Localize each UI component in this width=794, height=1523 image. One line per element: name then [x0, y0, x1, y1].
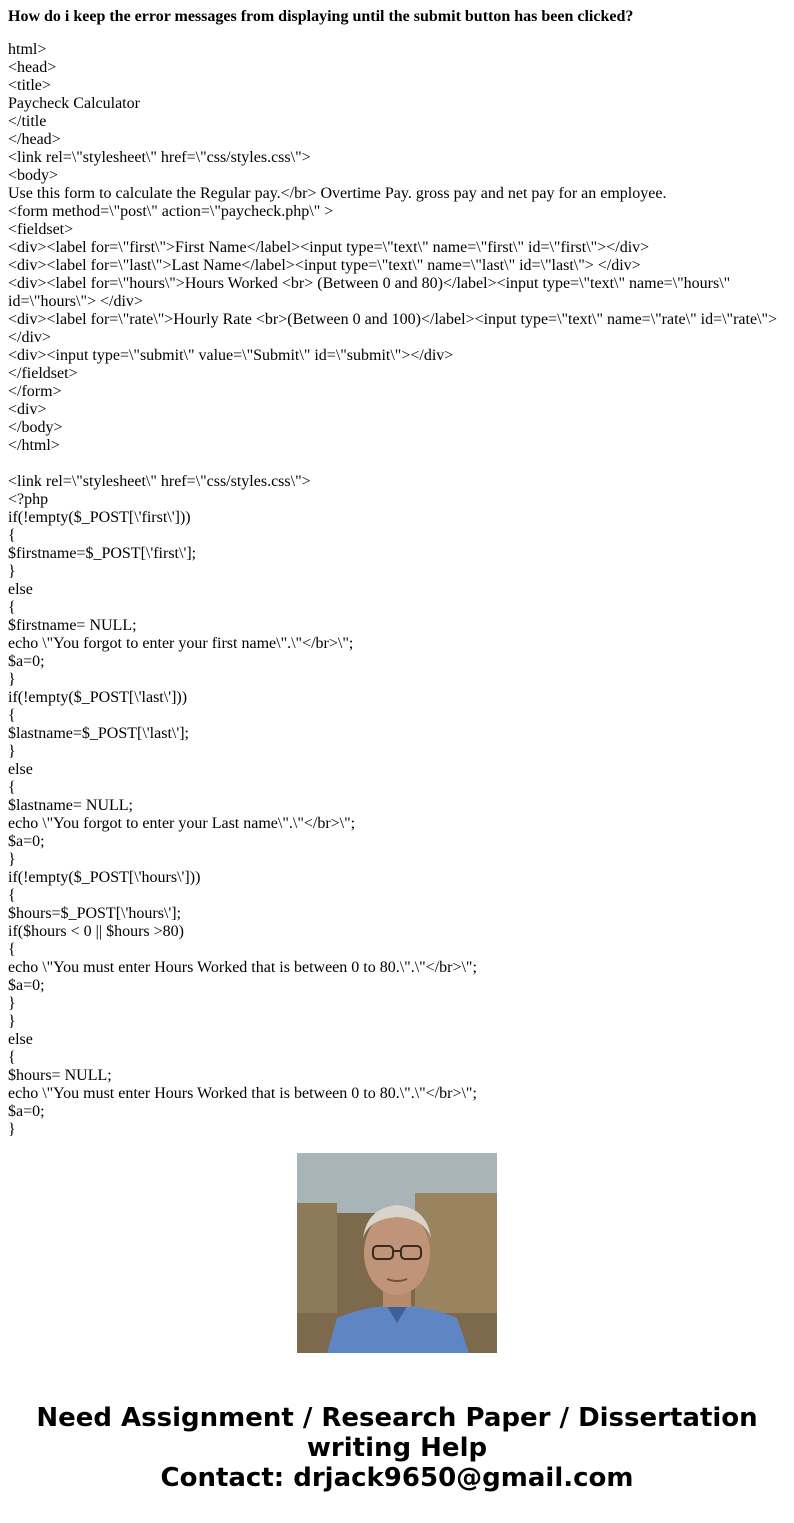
code-line: } — [8, 563, 16, 580]
code-line: { — [8, 941, 16, 958]
promo-line-1: Need Assignment / Research Paper / Dissertation — [36, 1403, 758, 1433]
code-line: <?php — [8, 491, 49, 508]
code-line: </title — [8, 113, 47, 130]
code-line: echo \"You must enter Hours Worked that is between 0 to 80.\".\"</br>\"; — [8, 1085, 477, 1102]
code-line: else — [8, 1031, 33, 1048]
promo-line-2: writing Help — [306, 1433, 488, 1463]
code-line: } — [8, 743, 16, 760]
code-line: } — [8, 995, 16, 1012]
promo-banner — [0, 1403, 794, 1493]
code-line: $a=0; — [8, 653, 45, 670]
code-line: if($hours < 0 || $hours >80) — [8, 923, 184, 940]
code-line: <div><label for=\"last\">Last Name</label><input type=\"text\" name=\"last\" id=\"last\"> </div> — [8, 257, 641, 274]
code-line: { — [8, 1049, 16, 1066]
code-line: $hours= NULL; — [8, 1067, 112, 1084]
code-line: </head> — [8, 131, 61, 148]
code-line: { — [8, 887, 16, 904]
code-line: echo \"You forgot to enter your Last name\".\"</br>\"; — [8, 815, 356, 832]
code-line — [8, 455, 790, 473]
code-line: { — [8, 779, 16, 796]
code-line: </form> — [8, 383, 62, 400]
code-line: <div> — [8, 401, 47, 418]
code-line: } — [8, 851, 16, 868]
code-line: else — [8, 761, 33, 778]
code-line: Use this form to calculate the Regular pay.</br> Overtime Pay. gross pay and net pay for an employee. — [8, 185, 667, 202]
code-line: <div><label for=\"hours\">Hours Worked <br> (Between 0 and 80)</label><input type=\"text\" name=\"hours\" id=\"hours\"> </div> — [8, 275, 735, 310]
code-line: { — [8, 599, 16, 616]
code-line: <body> — [8, 167, 59, 184]
code-line: $lastname= NULL; — [8, 797, 133, 814]
code-line: Paycheck Calculator — [8, 95, 140, 112]
code-line: if(!empty($_POST[\'first\'])) — [8, 509, 191, 526]
author-avatar — [297, 1153, 497, 1353]
code-line: $firstname= NULL; — [8, 617, 137, 634]
code-line: if(!empty($_POST[\'hours\'])) — [8, 869, 201, 886]
code-line: <title> — [8, 77, 51, 94]
code-line: echo \"You forgot to enter your first name\".\"</br>\"; — [8, 635, 354, 652]
code-line: } — [8, 671, 16, 688]
code-line: <fieldset> — [8, 221, 74, 238]
code-line: echo \"You must enter Hours Worked that is between 0 to 80.\".\"</br>\"; — [8, 959, 477, 976]
code-line: $lastname=$_POST[\'last\']; — [8, 725, 189, 742]
code-line: <div><label for=\"first\">First Name</label><input type=\"text\" name=\"first\" id=\"first\"></div> — [8, 239, 650, 256]
code-line: html> — [8, 41, 47, 58]
code-line: if(!empty($_POST[\'last\'])) — [8, 689, 188, 706]
code-line: $a=0; — [8, 977, 45, 994]
code-body — [8, 41, 790, 1138]
code-line: { — [8, 707, 16, 724]
code-line: </body> — [8, 419, 63, 436]
code-line: <head> — [8, 59, 57, 76]
code-line: <div><label for=\"rate\">Hourly Rate <br>(Between 0 and 100)</label><input type=\"text\" name=\"rate\" id=\"rate\"> </div> — [8, 311, 782, 346]
code-line: } — [8, 1121, 16, 1138]
code-line: { — [8, 527, 16, 544]
code-line: $hours=$_POST[\'hours\']; — [8, 905, 182, 922]
code-line: $a=0; — [8, 1103, 45, 1120]
code-line: $a=0; — [8, 833, 45, 850]
code-line: $firstname=$_POST[\'first\']; — [8, 545, 197, 562]
code-line: <link rel=\"stylesheet\" href=\"css/styles.css\"> — [8, 473, 311, 490]
code-line: <form method=\"post\" action=\"paycheck.php\" > — [8, 203, 334, 220]
code-line: </fieldset> — [8, 365, 78, 382]
code-line: } — [8, 1013, 16, 1030]
code-line: </html> — [8, 437, 60, 454]
question-title: How do i keep the error messages from displaying until the submit button has been clicked? — [8, 8, 634, 25]
code-line: else — [8, 581, 33, 598]
author-photo — [297, 1153, 497, 1353]
promo-contact-line: Contact: drjack9650@gmail.com — [160, 1463, 634, 1493]
code-line: <link rel=\"stylesheet\" href=\"css/styles.css\"> — [8, 149, 311, 166]
code-line: <div><input type=\"submit\" value=\"Submit\" id=\"submit\"></div> — [8, 347, 454, 364]
